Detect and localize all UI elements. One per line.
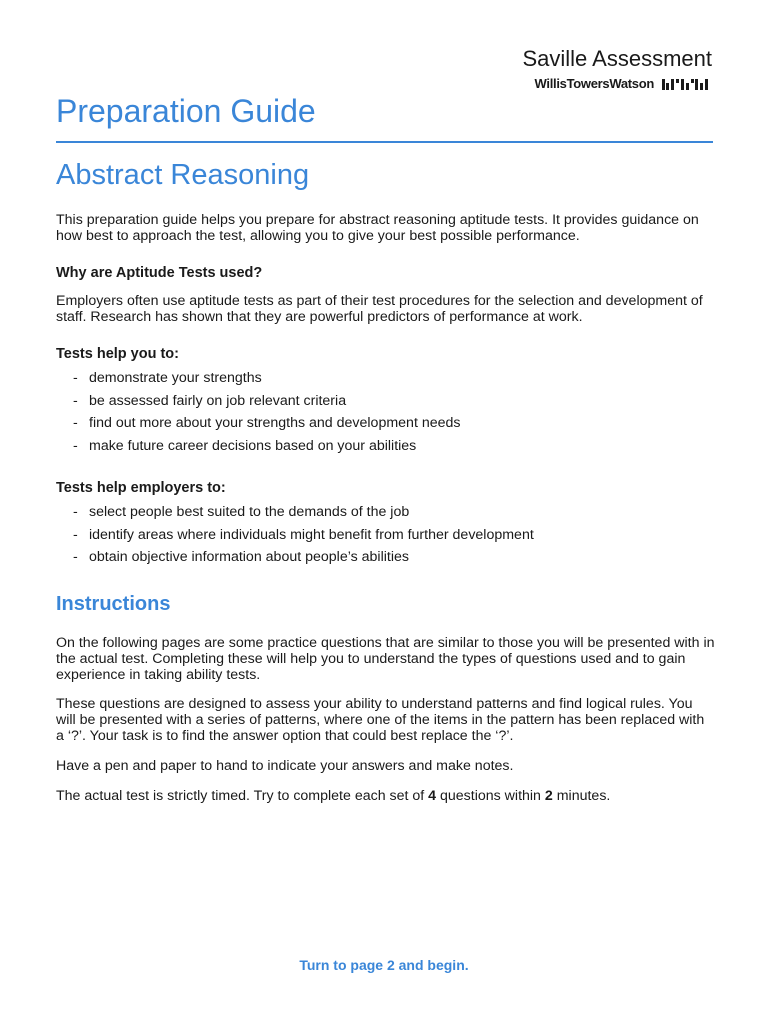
dash-marker: -: [73, 370, 78, 387]
title-divider: [56, 141, 713, 143]
instructions-paragraph-1: On the following pages are some practice questions that are similar to those you will be presented with in the actual test. Completing these will help you to understand the types of questions used and to gain experience in taking ability tests.: [56, 634, 715, 684]
page-subtitle: Abstract Reasoning: [56, 159, 310, 191]
dash-marker: -: [73, 415, 78, 432]
list-item: [56, 393, 716, 416]
dash-marker: -: [73, 504, 78, 521]
brand-sub-text: WillisTowersWatson: [534, 76, 654, 91]
dash-marker: -: [73, 549, 78, 566]
list-item-text: make future career decisions based on your abilities: [89, 437, 417, 454]
list-item: [56, 370, 716, 393]
brand-block: [522, 46, 712, 91]
timing-text-a: The actual test is strictly timed. Try to complete each set of: [56, 788, 429, 805]
intro-paragraph: This preparation guide helps you prepare for abstract reasoning aptitude tests. It provides guidance on how best to approach the test, allowing you to give your best possible performance.: [56, 212, 699, 245]
dash-marker: -: [73, 392, 78, 409]
why-heading: Why are Aptitude Tests used?: [56, 265, 263, 282]
instructions-paragraph-3: Have a pen and paper to hand to indicate your answers and make notes.: [56, 758, 514, 775]
list-item: [56, 438, 716, 461]
timing-paragraph: [56, 788, 716, 804]
list-item-text: select people best suited to the demands of the job: [89, 504, 410, 521]
list-item-text: obtain objective information about people’s abilities: [89, 549, 409, 566]
timing-text-b: questions within: [436, 788, 545, 805]
instructions-paragraph-2: These questions are designed to assess your ability to understand patterns and find logical rules. You will be presented with a series of patterns, where one of the items in the pattern has been replaced with a ‘?’. Your task is to find the answer option that could best replace the ‘?’.: [56, 695, 705, 744]
dash-marker: -: [73, 526, 78, 543]
list-item: [56, 527, 716, 550]
help-employers-heading: Tests help employers to:: [56, 480, 226, 497]
brand-name: Saville Assessment: [522, 46, 712, 71]
why-paragraph: Employers often use aptitude tests as part of their test procedures for the selection and development of staff. Research has shown that they are powerful predictors of performance at work.: [56, 292, 703, 325]
wtw-logo-icon: [662, 78, 712, 90]
brand-sub: [522, 76, 712, 91]
minute-count: 2: [544, 788, 553, 805]
footer-instruction: Turn to page 2 and begin.: [299, 957, 469, 973]
dash-marker: -: [73, 437, 78, 454]
list-item: [56, 415, 716, 438]
list-item-text: identify areas where individuals might benefit from further development: [89, 526, 534, 543]
list-item-text: demonstrate your strengths: [89, 370, 262, 387]
list-item-text: find out more about your strengths and development needs: [89, 415, 461, 432]
list-item-text: be assessed fairly on job relevant criteria: [89, 392, 347, 409]
document-body: [56, 212, 716, 805]
help-you-heading: Tests help you to:: [56, 346, 179, 363]
list-item: [56, 549, 716, 572]
instructions-heading: Instructions: [56, 592, 171, 615]
page-title: Preparation Guide: [56, 93, 316, 129]
timing-text-c: minutes.: [552, 788, 611, 805]
question-count: 4: [428, 788, 437, 805]
list-item: [56, 504, 716, 527]
help-employers-list: [56, 504, 716, 572]
help-you-list: [56, 370, 716, 460]
